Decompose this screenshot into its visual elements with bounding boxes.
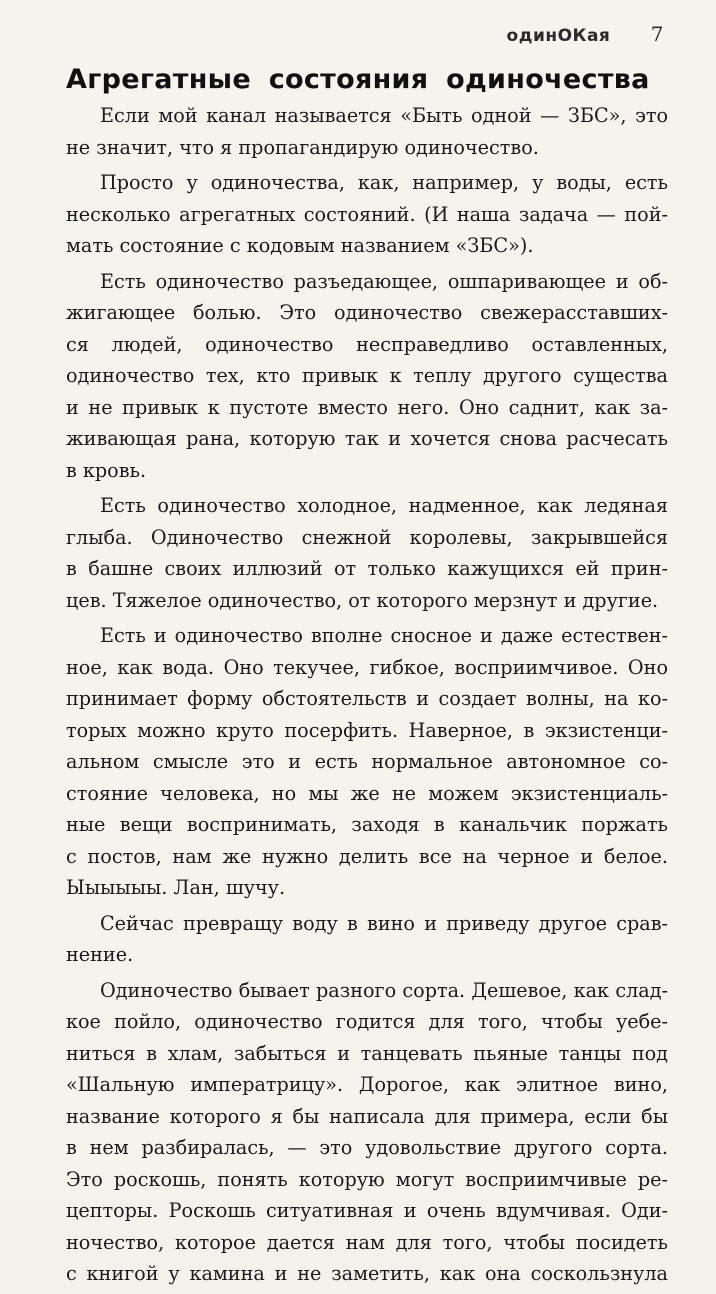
- running-title: одинОКая: [506, 26, 611, 46]
- paragraph: [66, 908, 668, 971]
- text-line: Есть одиночество разъедающее, ошпаривающее и об-: [100, 269, 668, 293]
- page-number: 7: [650, 22, 664, 46]
- text-line: несколько агрегатных состояний. (И наша задача — пой-: [66, 202, 668, 226]
- text-line: ниться в хлам, забыться и танцевать пьяные танцы под: [66, 1041, 668, 1065]
- text-line: с постов, нам же нужно делить все на черное и белое.: [66, 844, 668, 868]
- chapter-title: Агрегатные состояния одиночества: [66, 64, 650, 95]
- text-line: «Шальную императрицу». Дорогое, как элитное вино,: [66, 1073, 668, 1096]
- text-line: и не привык к пустоте вместо него. Оно саднит, как за-: [66, 395, 668, 419]
- body-text: [66, 100, 668, 1294]
- text-line: цепторы. Роскошь ситуативная и очень вдумчивая. Оди-: [66, 1199, 668, 1222]
- text-line: в нем разбиралась, — это удовольствие другого сорта.: [66, 1136, 668, 1159]
- text-line: одиночество тех, кто привык к теплу другого существа: [66, 364, 668, 387]
- text-line: Если мой канал называется «Быть одной — ЗБС», это: [100, 104, 668, 127]
- paragraph: [66, 620, 668, 904]
- text-line: ночество, которое дается нам для того, чтобы посидеть: [66, 1230, 668, 1254]
- text-line: ся людей, одиночество несправедливо оставленных,: [66, 332, 668, 356]
- text-line: глыба. Одиночество снежной королевы, закрывшейся: [66, 525, 668, 549]
- text-line: живающая рана, которую так и хочется снова расчесать: [66, 427, 668, 450]
- text-line: ное, как вода. Оно текучее, гибкое, восприимчивое. Оно: [66, 655, 668, 679]
- text-line: Ыыыыыы. Лан, шучу.: [66, 876, 286, 899]
- text-line: Есть одиночество холодное, надменное, как ледяная: [100, 494, 668, 517]
- text-line: нение.: [66, 943, 134, 966]
- text-line: в кровь.: [66, 458, 147, 482]
- text-line: в башне своих иллюзий от только кажущихся ей прин-: [66, 557, 668, 580]
- running-header: [507, 22, 664, 46]
- paragraph: [66, 100, 668, 163]
- text-line: торых можно круто посерфить. Наверное, в экзистенци-: [66, 718, 668, 742]
- paragraph: [66, 167, 668, 262]
- text-line: Сейчас превращу воду в вино и приведу другое срав-: [100, 911, 668, 935]
- text-line: кое пойло, одиночество годится для того, чтобы уебе-: [66, 1010, 668, 1033]
- paragraph: [66, 490, 668, 616]
- text-line: Это роскошь, понять которую могут восприимчивые ре-: [66, 1167, 668, 1191]
- text-line: стояние человека, но мы же не можем экзистенциаль-: [66, 781, 668, 805]
- text-line: принимает форму обстоятельств и создает волны, на ко-: [66, 687, 668, 710]
- text-line: название которого я бы написала для примера, если бы: [66, 1104, 668, 1128]
- text-line: цев. Тяжелое одиночество, от которого мерзнут и другие.: [66, 588, 659, 612]
- paragraph: [66, 266, 668, 487]
- text-line: ные вещи воспринимать, заходя в канальчик поржать: [66, 813, 668, 836]
- text-line: не значит, что я пропагандирую одиночество.: [66, 135, 539, 159]
- text-line: Есть и одиночество вполне сносное и даже естествен-: [100, 624, 668, 647]
- text-line: альном смысле это и есть нормальное автономное со-: [66, 750, 668, 773]
- text-line: Одиночество бывает разного сорта. Дешевое, как слад-: [100, 978, 668, 1002]
- paragraph: [66, 975, 668, 1290]
- text-line: жигающее болью. Это одиночество свежерасставших-: [66, 301, 668, 324]
- text-line: с книгой у камина и не заметить, как она соскользнула: [66, 1262, 668, 1285]
- text-line: Просто у одиночества, как, например, у воды, есть: [100, 171, 668, 194]
- text-line: мать состояние с кодовым названием «ЗБС»).: [66, 234, 534, 257]
